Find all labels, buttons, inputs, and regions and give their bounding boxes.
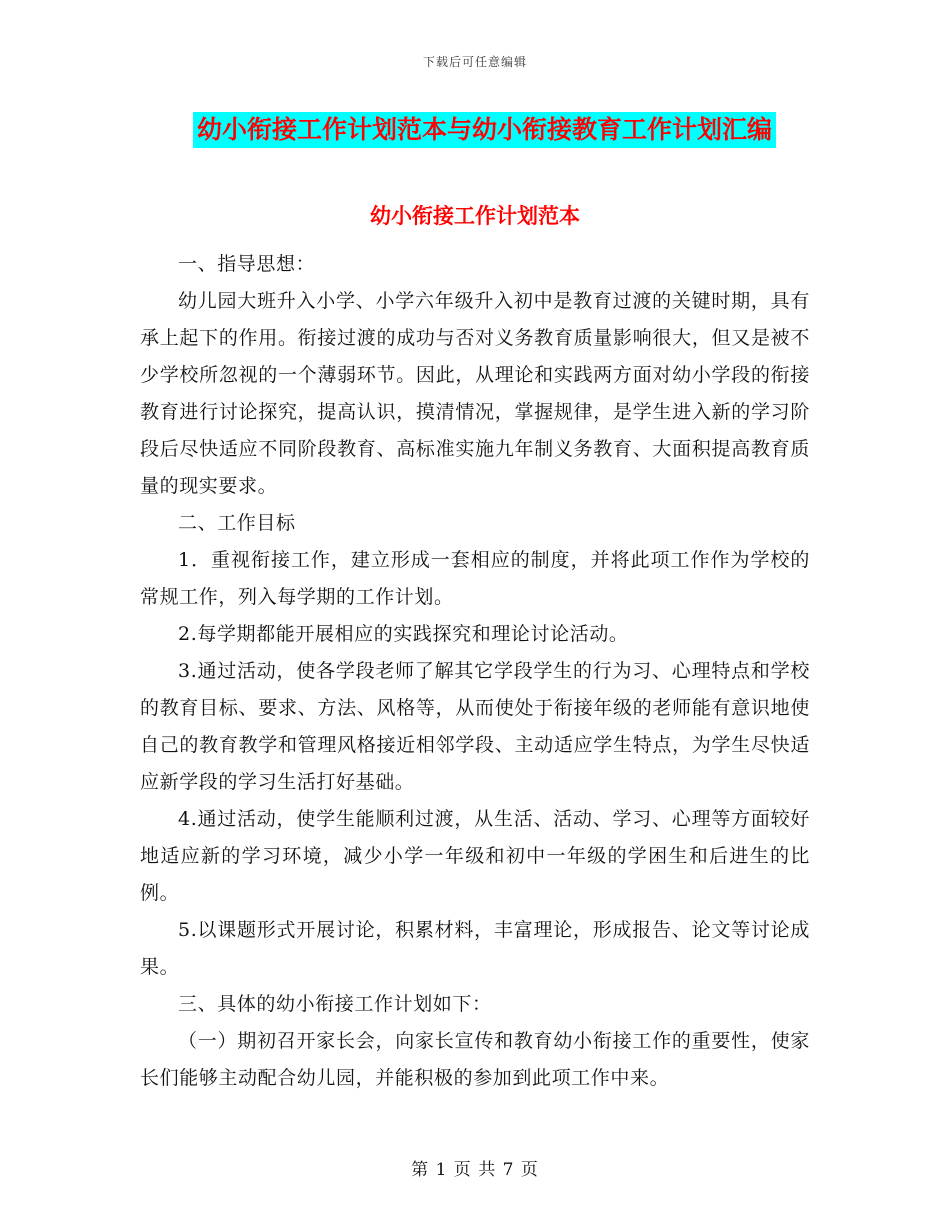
list-item: 5.以课题形式开展讨论，积累材料，丰富理论，形成报告、论文等讨论成果。 <box>140 919 810 978</box>
header-note: 下载后可任意编辑 <box>422 55 527 69</box>
list-item: 2.每学期都能开展相应的实践探究和理论讨论活动。 <box>178 623 629 645</box>
list-item: 4.通过活动，使学生能顺利过渡，从生活、活动、学习、心理等方面较好地适应新的学习环境，减少小学一年级和初中一年级的学困生和后进生的比例。 <box>140 808 810 904</box>
section-title: 幼小衔接工作计划范本 <box>370 204 580 228</box>
list-item: （一）期初召开家长会，向家长宣传和教育幼小衔接工作的重要性，使家长们能够主动配合幼儿园，并能积极的参加到此项工作中来。 <box>140 1030 810 1089</box>
list-item: 3.通过活动，使各学段老师了解其它学段学生的行为习、心理特点和学校的教育目标、要求、方法、风格等，从而使处于衔接年级的老师能有意识地使自己的教育教学和管理风格接近相邻学段、主动适应学生特点，为学生尽快适应新学段的学习生活打好基础。 <box>140 660 810 793</box>
heading-guiding-thought: 一、指导思想： <box>178 253 316 275</box>
heading-work-goals: 二、工作目标 <box>178 512 296 534</box>
document-body <box>140 246 810 1097</box>
page-number: 第 1 页 共 7 页 <box>411 1160 539 1180</box>
paragraph: 幼儿园大班升入小学、小学六年级升入初中是教育过渡的关键时期，具有承上起下的作用。衔接过渡的成功与否对义务教育质量影响很大，但又是被不少学校所忽视的一个薄弱环节。因此，从理论和实践两方面对幼小学段的衔接教育进行讨论探究，提高认识，摸清情况，掌握规律，是学生进入新的学习阶段后尽快适应不同阶段教育、高标准实施九年制义务教育、大面积提高教育质量的现实要求。 <box>140 290 810 497</box>
heading-specific-plan: 三、具体的幼小衔接工作计划如下： <box>178 993 492 1015</box>
list-item: 1．重视衔接工作，建立形成一套相应的制度，并将此项工作作为学校的常规工作，列入每学期的工作计划。 <box>140 549 810 608</box>
document-title: 幼小衔接工作计划范本与幼小衔接教育工作计划汇编 <box>193 112 776 148</box>
